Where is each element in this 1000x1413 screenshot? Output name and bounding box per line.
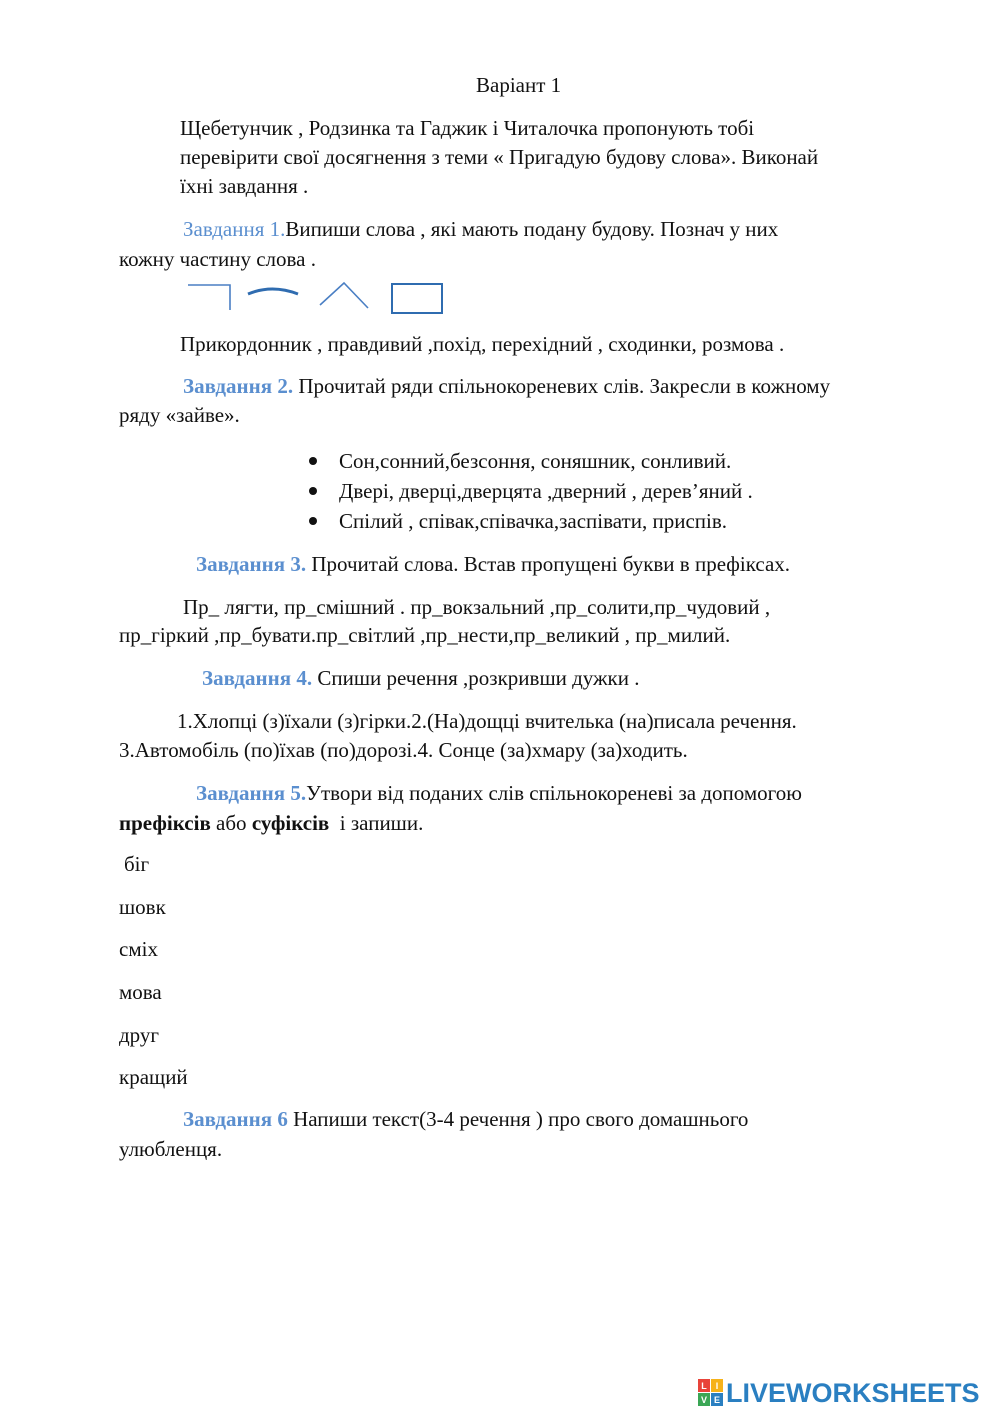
- word-item: біг: [124, 852, 150, 876]
- task-5-end: і запиши.: [329, 811, 424, 835]
- root-symbol: [248, 289, 298, 294]
- bullet-1: [309, 457, 317, 465]
- task-3-words-1: Пр_ лягти, пр_смішний . пр_вокзальний ,пр_солити,пр_чудовий ,: [183, 595, 771, 619]
- task-4-label: Завдання 4.: [202, 666, 313, 690]
- word-item: друг: [119, 1023, 160, 1047]
- svg-text:V: V: [700, 1395, 708, 1405]
- word-structure-symbols: [180, 280, 460, 320]
- page-title: Варіант 1: [476, 73, 562, 97]
- task-4-sentences-2: 3.Автомобіль (по)їхав (по)дорозі.4. Сонце (за)хмару (за)ходить.: [119, 738, 688, 762]
- logo-blocks-icon: [698, 1379, 724, 1407]
- task-5-label: Завдання 5.: [196, 781, 307, 805]
- svg-text:L: L: [701, 1381, 707, 1391]
- bullet-3: [309, 517, 317, 525]
- task-1-text: Випиши слова , які мають подану будову. Познач у них: [285, 217, 779, 241]
- task-2-label: Завдання 2.: [183, 374, 294, 398]
- svg-text:I: I: [715, 1381, 719, 1391]
- word-item: сміх: [119, 937, 158, 961]
- intro-line-1: Щебетунчик , Родзинка та Гаджик і Читалочка пропонують тобі: [180, 116, 755, 140]
- logo-text: LIVEWORKSHEETS: [726, 1377, 980, 1408]
- list-item: Сон,сонний,безсоння, соняшник, сонливий.: [339, 449, 732, 473]
- task-1-line-1: [183, 214, 778, 244]
- task-4-line: [202, 663, 639, 693]
- task-6-text: Напиши текст(3-4 речення ) про свого домашнього: [287, 1107, 749, 1131]
- task-4-sentences-1: 1.Хлопці (з)їхали (з)гірки.2.(На)дощці вчителька (на)писала речення.: [177, 709, 797, 733]
- svg-text:E: E: [713, 1395, 721, 1405]
- word-item: мова: [119, 980, 162, 1004]
- task-3-text: Прочитай слова. Встав пропущені букви в префіксах.: [306, 552, 791, 576]
- task-5-text: Утвори від поданих слів спільнокореневі за допомогою: [306, 781, 802, 805]
- liveworksheets-logo: [698, 1378, 980, 1408]
- task-2-line-1: [183, 371, 830, 401]
- task-3-label: Завдання 3.: [196, 552, 307, 576]
- task-1-line-2: кожну частину слова .: [119, 247, 316, 271]
- list-item: Спілий , співак,співачка,заспівати, приспів.: [339, 509, 727, 533]
- task-3-words-2: пр_гіркий ,пр_бувати.пр_світлий ,пр_нести,пр_великий , пр_милий.: [119, 623, 731, 647]
- task-2-line-2: ряду «зайве».: [119, 403, 240, 427]
- task-5-bold-prefixes: префіксів: [119, 811, 211, 835]
- bullet-2: [309, 487, 317, 495]
- task-5-mid: або: [210, 811, 252, 835]
- ending-symbol: [392, 284, 442, 313]
- task-1-label: Завдання 1.: [183, 217, 286, 241]
- task-2-text: Прочитай ряди спільнокореневих слів. Закресли в кожному: [293, 374, 831, 398]
- task-1-words: Прикордонник , правдивий ,похід, перехідний , сходинки, розмова .: [180, 332, 785, 356]
- task-5-line-2: [119, 808, 423, 838]
- list-item: Двері, дверці,дверцята ,дверний , дерев’яний .: [339, 479, 753, 503]
- task-6-label: Завдання 6: [183, 1107, 288, 1131]
- word-item: шовк: [119, 895, 166, 919]
- task-6-line-1: [183, 1104, 748, 1134]
- word-item: кращий: [119, 1065, 188, 1089]
- prefix-symbol: [188, 285, 230, 310]
- suffix-symbol: [320, 283, 368, 308]
- task-6-line-2: улюбленця.: [119, 1137, 223, 1161]
- task-3-line: [196, 549, 790, 579]
- task-5-bold-suffixes: суфіксів: [251, 811, 330, 835]
- intro-line-2: перевірити свої досягнення з теми « Пригадую будову слова». Виконай: [180, 145, 819, 169]
- task-4-text: Спиши речення ,розкривши дужки .: [312, 666, 640, 690]
- task-5-line-1: [196, 778, 802, 808]
- intro-line-3: їхні завдання .: [180, 174, 309, 198]
